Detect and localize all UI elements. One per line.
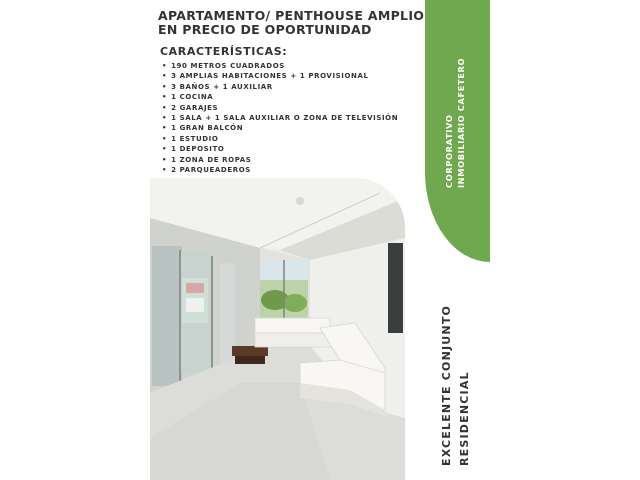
feature-item: • 1 ZONA DE ROPAS: [162, 155, 398, 165]
feature-item: • 1 DEPOSITO: [162, 144, 398, 154]
feature-item: • 1 ESTUDIO: [162, 134, 398, 144]
title-line-1: APARTAMENTO/ PENTHOUSE AMPLIO: [158, 8, 425, 23]
feature-item: • 1 COCINA: [162, 92, 398, 102]
feature-item: • 2 GARAJES: [162, 103, 398, 113]
feature-item: • 3 AMPLIAS HABITACIONES + 1 PROVISIONAL: [162, 71, 398, 81]
feature-item: • 190 METROS CUADRADOS: [162, 61, 398, 71]
tagline-line-1: EXCELENTE CONJUNTO: [440, 304, 453, 466]
feature-item: • 1 GRAN BALCÓN: [162, 123, 398, 133]
feature-item: • 3 BAÑOS + 1 AUXILIAR: [162, 82, 398, 92]
features-list: [162, 61, 398, 175]
feature-item: • 1 SALA + 1 SALA AUXILIAR O ZONA DE TELEVISIÓN: [162, 113, 398, 123]
living-room-photo: [150, 178, 405, 480]
brand-line-1: CORPORATIVO: [444, 114, 454, 188]
property-flyer: [150, 0, 490, 480]
flyer-title: [158, 9, 448, 37]
brand-line-2: INMOBILIARIO CAFETERO: [456, 57, 466, 188]
features-heading: CARACTERÍSTICAS:: [160, 45, 288, 58]
title-line-2: EN PRECIO DE OPORTUNIDAD: [158, 22, 372, 37]
feature-item: • 2 PARQUEADEROS: [162, 165, 398, 175]
tagline-line-2: RESIDENCIAL: [458, 371, 471, 466]
